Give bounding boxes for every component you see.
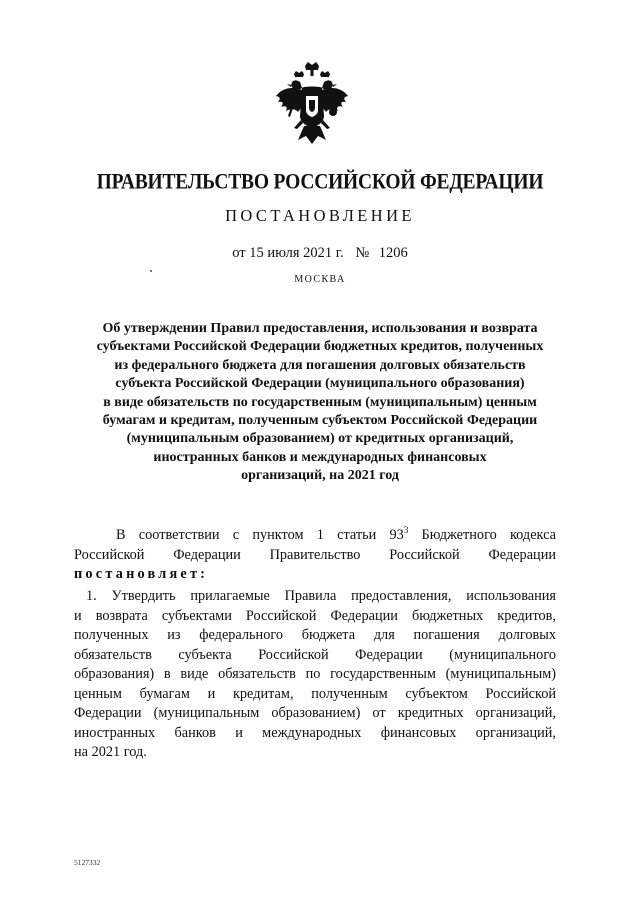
date-number-line [0,245,640,262]
decree-heading [60,320,580,486]
preamble-text: Бюджетного кодекса [408,527,556,543]
document-type: ПОСТАНОВЛЕНИЕ [225,206,415,225]
heading-line: Об утверждении Правил предоставления, использования и возврата [102,321,538,336]
clause-line: ценным бумагам и кредитам, полученным субъектом Российской [74,685,556,702]
number-sign: № [355,245,370,261]
decree-word: постановляет: [74,566,209,582]
preamble [74,526,556,585]
clause-line: Федерации (муниципальным образованием) от кредитных организаций, [74,705,556,721]
clause-line: 1. Утвердить прилагаемые Правила предоставления, использования [86,588,556,604]
clause-line: и возврата субъектами Российской Федерации бюджетных кредитов, [74,607,556,624]
clause-line: полученных из федерального бюджета для погашения долговых [74,627,556,643]
heading-line: субъектами Российской Федерации бюджетных кредитов, полученных [96,339,544,355]
clause-line: образования) в виде обязательств по государственным (муниципальным) [74,666,556,682]
heading-line: в виде обязательств по государственным (муниципальным) ценным [103,394,537,410]
government-title: ПРАВИТЕЛЬСТВО РОССИЙСКОЙ ФЕДЕРАЦИИ [96,170,544,195]
heading-line: организаций, на 2021 год [241,468,399,484]
clause-line: на 2021 год. [74,744,147,760]
preamble-line: Российской Федерации Правительство Российской Федерации [74,546,556,563]
decree-date: от 15 июля 2021 г. [232,245,344,261]
clause-line: обязательств субъекта Российской Федерации (муниципального [74,646,556,663]
decree-number: 1206 [378,245,408,261]
preamble-line [74,526,556,546]
city: МОСКВА [294,274,346,285]
heading-line: (муниципальным образованием) от кредитных организаций, [126,431,514,447]
coat-of-arms-icon [272,60,352,146]
heading-line: иностранных банков и международных финансовых [153,449,487,465]
scan-speck [150,270,152,272]
article-superscript: 3 [403,525,409,535]
clause-line: иностранных банков и международных финансовых организаций, [74,724,556,741]
preamble-text: В соответствии с пунктом 1 статьи 93 [116,527,404,543]
document-code: 5127332 [74,858,101,867]
heading-line: из федерального бюджета для погашения долговых обязательств [114,357,526,373]
clause-1 [74,587,556,763]
heading-line: субъекта Российской Федерации (муниципального образования) [115,376,525,392]
heading-line: бумагам и кредитам, полученным субъектом Российской Федерации [102,413,538,429]
